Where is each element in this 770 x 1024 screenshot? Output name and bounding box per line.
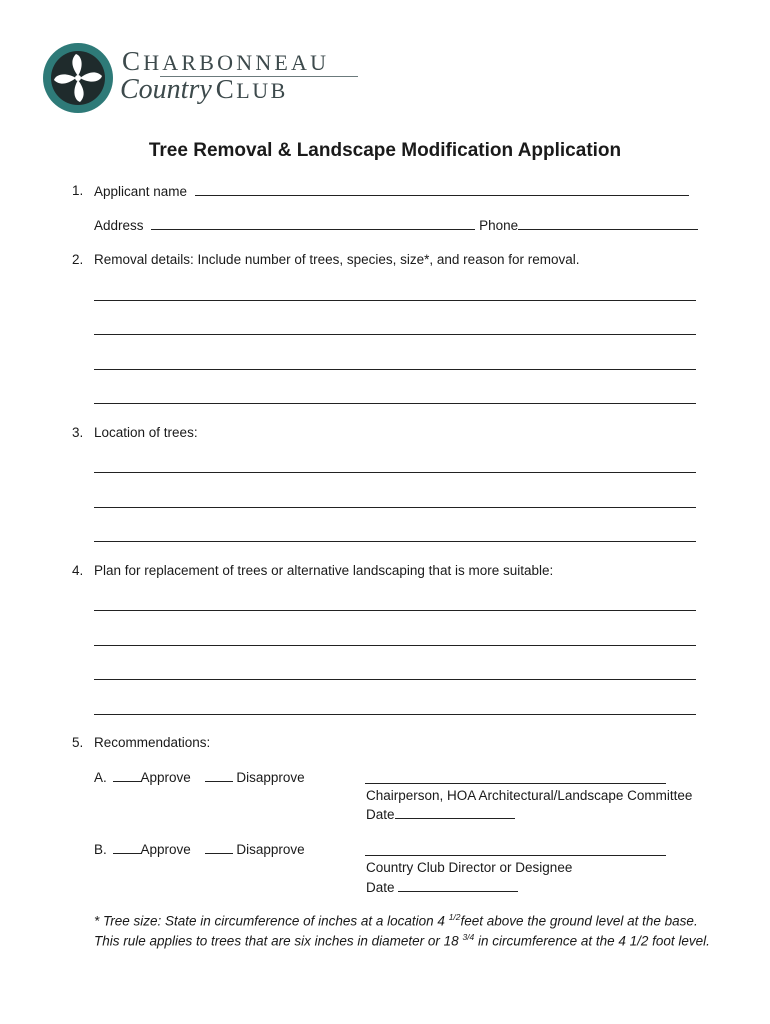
recommendation-a-row: [94, 769, 305, 785]
address-phone-row: [94, 217, 698, 233]
removal-details-line-4[interactable]: [94, 403, 696, 404]
item-2-number: 2.: [72, 252, 84, 267]
recommendations-label: Recommendations:: [94, 735, 211, 750]
footnote-line-1-superscript: 1/2: [448, 912, 461, 922]
replacement-plan-line-3[interactable]: [94, 679, 696, 680]
recommendation-a-prefix: A.: [94, 770, 107, 785]
recommendation-b-disapprove-field[interactable]: [205, 841, 233, 854]
signature-a-title: Chairperson, HOA Architectural/Landscape Committee: [366, 788, 693, 803]
item-1-number: 1.: [72, 183, 84, 198]
signature-b-line[interactable]: [365, 855, 666, 856]
removal-details-line-1[interactable]: [94, 300, 696, 301]
signature-b-date-row: [366, 879, 518, 895]
recommendation-a-disapprove-field[interactable]: [205, 769, 233, 782]
signature-a-date-label: Date: [366, 807, 395, 822]
signature-b-date-field[interactable]: [398, 879, 518, 892]
footnote-line-2-text-end: in circumference at the 4 1/2 foot level.: [478, 933, 710, 949]
page-title: Tree Removal & Landscape Modification Application: [148, 140, 622, 161]
item-5-number: 5.: [72, 735, 84, 750]
recommendation-b-row: [94, 841, 305, 857]
club-logo: [42, 42, 372, 132]
location-line-2[interactable]: [94, 507, 696, 508]
recommendation-a-disapprove-label: Disapprove: [236, 770, 305, 785]
removal-details-line-3[interactable]: [94, 369, 696, 370]
replacement-plan-line-4[interactable]: [94, 714, 696, 715]
signature-a-date-row: [366, 806, 515, 822]
recommendation-b-disapprove-label: Disapprove: [236, 842, 305, 857]
recommendation-a-approve-label: Approve: [140, 770, 191, 785]
phone-field[interactable]: [518, 217, 698, 230]
footnote-line-1-text: * Tree size: State in circumference of inches at a location 4: [94, 913, 445, 929]
item-4-number: 4.: [72, 563, 84, 578]
footnote-line-1-text-end: feet above the ground level at the base.: [460, 913, 698, 929]
signature-b-date-label: Date: [366, 880, 395, 895]
signature-b-title: Country Club Director or Designee: [366, 860, 573, 875]
logo-wordmark-country-club: Country CLUB: [120, 74, 288, 105]
replacement-plan-line-2[interactable]: [94, 645, 696, 646]
location-line-3[interactable]: [94, 541, 696, 542]
signature-a-line[interactable]: [365, 783, 666, 784]
applicant-name-row: [94, 183, 689, 199]
logo-wordmark-charbonneau: CHARBONNEAU: [122, 46, 330, 76]
footnote-line-2: [94, 932, 710, 949]
removal-details-line-2[interactable]: [94, 334, 696, 335]
address-label: Address: [94, 218, 144, 233]
removal-details-label: Removal details: Include number of trees, species, size*, and reason for removal.: [94, 252, 580, 267]
recommendation-b-approve-field[interactable]: [113, 841, 141, 854]
footnote-line-2-superscript: 3/4: [462, 932, 475, 942]
replacement-plan-label: Plan for replacement of trees or alternative landscaping that is more suitable:: [94, 563, 554, 578]
applicant-name-field[interactable]: [195, 183, 689, 196]
recommendation-b-prefix: B.: [94, 842, 107, 857]
replacement-plan-line-1[interactable]: [94, 610, 696, 611]
address-field[interactable]: [151, 217, 475, 230]
recommendation-a-approve-field[interactable]: [113, 769, 141, 782]
location-line-1[interactable]: [94, 472, 696, 473]
footnote-line-2-text: This rule applies to trees that are six inches in diameter or 18: [94, 933, 459, 949]
location-label: Location of trees:: [94, 425, 198, 440]
item-3-number: 3.: [72, 425, 84, 440]
footnote-line-1: [94, 912, 698, 929]
applicant-name-label: Applicant name: [94, 184, 188, 199]
signature-a-date-field[interactable]: [395, 806, 515, 819]
pinwheel-logo-icon: [42, 42, 114, 114]
recommendation-b-approve-label: Approve: [140, 842, 191, 857]
phone-label: Phone: [479, 218, 519, 233]
